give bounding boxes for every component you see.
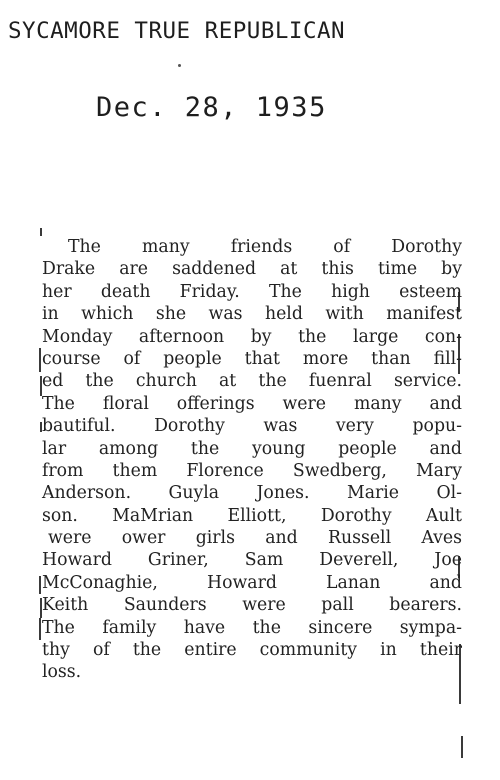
- clipping-left-edge: [40, 228, 42, 236]
- newspaper-name: SYCAMORE TRUE REPUBLICAN: [8, 18, 346, 44]
- clipping-left-edge: [39, 576, 41, 594]
- article-line: from them Florence Swedberg, Mary: [42, 460, 462, 481]
- article-line: Drake are saddened at this time by: [42, 259, 462, 280]
- clipping-left-edge: [39, 618, 41, 640]
- article-line: Monday afternoon by the large con-: [42, 326, 462, 347]
- clipping-left-edge: [39, 348, 41, 372]
- clipping-right-edge: [461, 736, 463, 758]
- article-line: The floral offerings were many and: [42, 393, 462, 414]
- article-line: The many friends of Dorothy: [68, 237, 462, 257]
- article-line: were ower girls and Russell Aves: [48, 528, 462, 549]
- article-line: McConaghie, Howard Lanan and: [42, 572, 462, 593]
- article-date: Dec. 28, 1935: [96, 92, 327, 123]
- article-line: Howard Griner, Sam Deverell, Joe: [42, 550, 462, 571]
- article-line: loss.: [42, 662, 82, 683]
- article-line: her death Friday. The high esteem: [42, 281, 462, 302]
- article-line: in which she was held with manifest: [42, 304, 462, 325]
- smudge-mark: [178, 64, 181, 67]
- article-line: lar among the young people and: [42, 438, 462, 459]
- article-line: ed the church at the fuenral service.: [42, 371, 462, 392]
- article-line: bautiful. Dorothy was very popu-: [42, 416, 462, 437]
- article-line: Keith Saunders were pall bearers.: [42, 595, 462, 616]
- article-line: Anderson. Guyla Jones. Marie Ol-: [42, 483, 462, 504]
- article-line: The family have the sincere sympa-: [42, 617, 462, 638]
- article-line: son. MaMrian Elliott, Dorothy Ault: [42, 505, 462, 526]
- article-line: course of people that more than fill-: [42, 348, 462, 369]
- obituary-text: [42, 236, 462, 684]
- article-line: thy of the entire community in their: [42, 640, 462, 661]
